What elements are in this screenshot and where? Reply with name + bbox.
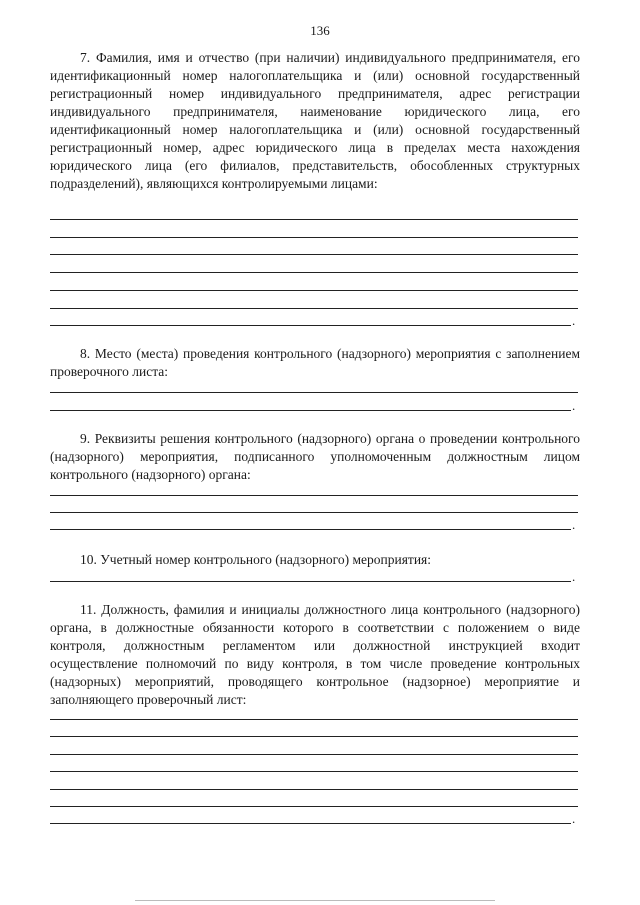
line-end-mark: .	[572, 811, 576, 826]
item-10-text: 10. Учетный номер контрольного (надзорного) мероприятия:	[80, 552, 432, 567]
fill-line	[50, 529, 571, 530]
fill-line	[50, 736, 578, 737]
fill-line	[50, 823, 571, 824]
line-end-mark: .	[572, 313, 576, 328]
fill-line	[50, 495, 578, 496]
fill-line	[50, 719, 578, 720]
fill-line	[50, 272, 578, 273]
line-end-mark: .	[572, 398, 576, 413]
fill-line	[50, 219, 578, 220]
fill-line	[50, 771, 578, 772]
fill-line	[50, 581, 571, 582]
fill-line	[50, 410, 571, 411]
scan-edge-line	[135, 900, 495, 901]
fill-line	[50, 237, 578, 238]
line-end-mark: .	[572, 569, 576, 584]
fill-line	[50, 512, 578, 513]
fill-line	[50, 754, 578, 755]
fill-line	[50, 392, 578, 393]
fill-line	[50, 325, 571, 326]
item-7-text: 7. Фамилия, имя и отчество (при наличии) индивидуального предпринимателя, его идентификационный номер налогоплательщика и (или) основной государственный регистрационный номер индивидуального предпринимателя, адрес регистрации индивидуального предпринимателя, наименование юридического лица, его идентификационный номер налогоплательщика и (или) основной государственный регистрационный номер, адрес юридического лица в пределах места нахождения юридического лица (его филиалов, представительств, обособленных структурных подразделений), являющихся контролируемыми лицами:	[50, 50, 580, 191]
fill-line	[50, 806, 578, 807]
page-number: 136	[310, 23, 330, 38]
fill-line	[50, 789, 578, 790]
fill-line	[50, 308, 578, 309]
line-end-mark: .	[572, 517, 576, 532]
fill-line	[50, 290, 578, 291]
item-9-text: 9. Реквизиты решения контрольного (надзорного) органа о проведении контрольного (надзорного) мероприятия, подписанного уполномоченным должностным лицом контрольного (надзорного) органа:	[50, 431, 580, 482]
fill-line	[50, 254, 578, 255]
item-11-text: 11. Должность, фамилия и инициалы должностного лица контрольного (надзорного) органа, в должностные обязанности которого в соответствии с положением о виде контроля, должностным регламентом или должностной инструкцией входит осуществление полномочий по виду контроля, в том числе проведение контрольных (надзорных) мероприятий, проводящего контрольное (надзорное) мероприятие и заполняющего проверочный лист:	[50, 602, 580, 707]
item-8-text: 8. Место (места) проведения контрольного (надзорного) мероприятия с заполнением проверочного листа:	[50, 346, 580, 379]
